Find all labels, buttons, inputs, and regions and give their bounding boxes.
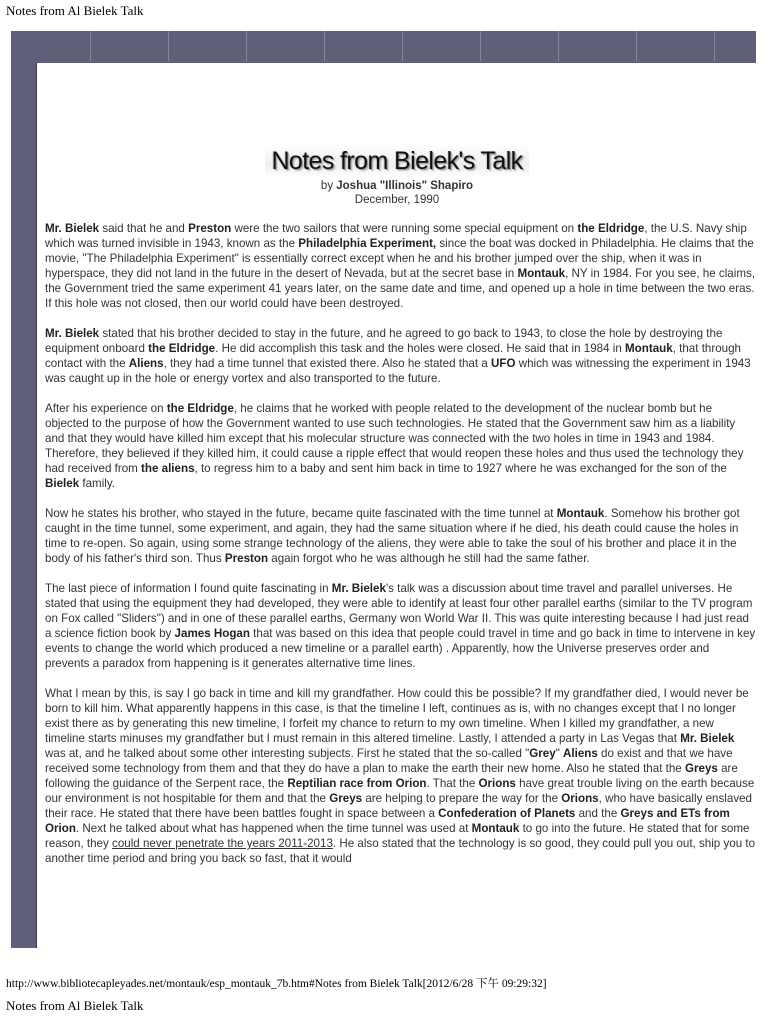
article-paragraph	[45, 686, 756, 866]
paragraph-text: . Somehow his brother got caught in the time tunnel, some experiment, and again, they had the same situation where if he died, his death could cause the holes in time to re-open. So again, using some strange technology of the aliens, they were able to take the soul of his brother and place it in the body of his father's third son. Thus	[45, 507, 740, 565]
print-footer-title: Notes from Al Bielek Talk	[6, 998, 144, 1013]
paragraph-text: are helping to prepare the way for the	[362, 792, 562, 805]
tab-bar-cell	[247, 31, 325, 61]
article-paragraph	[45, 221, 756, 311]
print-footer-url: http://www.bibliotecapleyades.net/montauk/esp_montauk_7b.htm#Notes from Bielek Talk[2012/6/28 下午 09:29:32]	[6, 978, 547, 990]
title-wrap	[37, 145, 756, 179]
paragraph-text: What I mean by this, is say I go back in time and kill my grandfather. How could this be possible? If my grandfather died, I would never be born to kill him. What apparently happens in this case, is that the timeline I left, continues as is, with no changes except that I no longer exist there as by generating this new timeline, I forfeit my chance to return to my own timeline. When I killed my grandfather, a new timeline starts minuses my grandfather but I must remain in this altered timeline. Lastly, I attended a party in Las Vegas that	[45, 687, 749, 745]
byline	[37, 179, 756, 193]
top-tab-bar	[11, 31, 756, 61]
bold-term: Mr. Bielek	[45, 222, 100, 235]
tab-bar-cell	[11, 31, 91, 61]
paragraph-text: since the boat was docked in Philadelphia. He claims that the movie, "The Philadelphia Experiment" is essentially correct except when he and his brother jumped over the ship, when it was in hyperspace, they did not land in the future in the desert of Nevada, but at the secret base in	[45, 237, 754, 280]
bold-term: the aliens	[141, 462, 195, 475]
tab-bar-cell	[325, 31, 403, 61]
article-body	[45, 221, 756, 866]
bold-term: Montauk	[471, 822, 520, 835]
paragraph-text: and the	[575, 807, 621, 820]
article-date: December, 1990	[354, 194, 440, 206]
bold-term: UFO	[491, 357, 516, 370]
article-paragraph	[45, 581, 756, 671]
bold-term: Preston	[224, 552, 269, 565]
article-paragraph	[45, 401, 756, 491]
tab-bar-cell	[637, 31, 715, 61]
paragraph-text: After his experience on	[45, 402, 167, 415]
bold-term: Mr. Bielek	[45, 327, 100, 340]
paragraph-text: , who have basically enslaved their race. He stated that there have been battles fought in space between a	[45, 792, 753, 820]
paragraph-text: , the U.S. Navy ship which was turned invisible in 1943, known as the	[45, 222, 747, 250]
paragraph-text: have great trouble living on the earth because our environment is not hospitable for them and that the	[45, 777, 755, 805]
paragraph-text: said that he and	[99, 222, 189, 235]
paragraph-text: "	[555, 747, 564, 760]
bold-term: Orions	[478, 777, 516, 790]
paragraph-text: 's talk was a discussion about time travel and parallel universes. He stated that using the equipment they had developed, they were able to identify at least four other parallel earths (similar to the TV program on Fox called "Sliders") and in one of these parallel earths, Germany won World War II. This was quite interesting because I had just read a science fiction book by	[45, 582, 753, 640]
bold-term: Greys	[329, 792, 363, 805]
bold-term: Confederation of Planets	[438, 807, 576, 820]
paragraph-text: to go into the future. He stated that for some reason, they	[45, 822, 750, 850]
article-paragraph	[45, 506, 756, 566]
bold-term: the Eldridge	[166, 402, 234, 415]
paragraph-text: were the two sailors that were running some special equipment on	[231, 222, 578, 235]
article-title: Notes from Bielek's Talk	[265, 145, 528, 178]
paragraph-text: , to regress him to a baby and sent him back in time to 1927 where he was exchanged for the son of the	[194, 462, 727, 475]
paragraph-text: family.	[79, 477, 116, 490]
bold-term: Reptilian race from Orion	[287, 777, 427, 790]
tab-bar-cell	[169, 31, 247, 61]
byline-prefix: by	[320, 180, 337, 192]
bold-term: Aliens	[563, 747, 598, 760]
paragraph-text: . He also stated that the technology is so good, they could pull you out, ship you to another time period and bring you back so fast, that it would	[45, 837, 756, 865]
bold-term: Grey	[529, 747, 556, 760]
paragraph-text: do exist and that we have received some technology from them and that they do have a plan to make the earth their new home. Also he stated that the	[45, 747, 733, 775]
tab-bar-cell	[403, 31, 481, 61]
paragraph-text: . He did accomplish this task and the holes were closed. He said that in 1984 in	[215, 342, 626, 355]
bold-term: Orions	[561, 792, 599, 805]
article-paragraph	[45, 326, 756, 386]
bold-term: Greys and ETs from Orion	[45, 807, 730, 835]
author-name: Joshua "Illinois" Shapiro	[336, 180, 474, 192]
bold-term: Montauk	[517, 267, 566, 280]
paragraph-text: that was based on this idea that people could travel in time and go back in time to intervene in key events to change the world which produced a new timeline or a parallel earth) . Apparently, how the Universe preserves order and prevents a paradox from happening is it generates alternative time lines.	[45, 627, 756, 670]
paragraph-text: was at, and he talked about some other interesting subjects. First he stated that the so-called "	[45, 747, 530, 760]
paragraph-text: Now he states his brother, who stayed in the future, became quite fascinated with the time tunnel at	[45, 507, 557, 520]
bold-term: Montauk	[625, 342, 673, 355]
paragraph-text: which was witnessing the experiment in 1943 was caught up in the hole or energy vortex and also transported to the future.	[45, 357, 751, 385]
bold-term: Mr. Bielek	[331, 582, 386, 595]
tab-bar-cell	[481, 31, 559, 61]
bold-term: Montauk	[556, 507, 605, 520]
paragraph-text: stated that his brother decided to stay in the future, and he agreed to go back to 1943, to close the hole by destroying the equipment onboard	[45, 327, 723, 355]
bold-term: Greys	[684, 762, 718, 775]
bold-term: Preston	[188, 222, 232, 235]
paragraph-text: , that through contact with the	[45, 342, 742, 370]
bold-term: the Eldridge	[148, 342, 216, 355]
bold-term: the Eldridge	[577, 222, 645, 235]
paragraph-text: , they had a time tunnel that existed there. Also he stated that a	[163, 357, 491, 370]
print-header-title: Notes from Al Bielek Talk	[6, 3, 144, 18]
paragraph-text: . Next he talked about what has happened when the time tunnel was used at	[75, 822, 472, 835]
paragraph-text: , NY in 1984. For you see, he claims, the Government tried the same experiment 41 years later, on the same date and time, and opened up a hole in time between the two eras. If this hole was not closed, then our world could have been destroyed.	[45, 267, 755, 310]
paragraph-text: , he claims that he worked with people related to the development of the nuclear bomb but he objected to the purpose of how the Government wanted to use such technologies. He stated that the Government saw him as a liability and that they would have killed him except that his molecular structure was connected with the two holes in time in 1943 and 1984. Therefore, they believed if they killed him, it could cause a ripple effect that would reopen these holes and thus used the technology they had received from	[45, 402, 744, 475]
bold-term: Philadelphia Experiment,	[298, 237, 437, 250]
paragraph-text: . That the	[426, 777, 479, 790]
tab-bar-cell	[91, 31, 169, 61]
page-frame	[11, 31, 756, 948]
bold-term: James Hogan	[174, 627, 250, 640]
content-panel	[36, 63, 756, 948]
underlined-text: could never penetrate the years 2011-2013	[112, 837, 333, 850]
paragraph-text: are following the guidance of the Serpent race, the	[45, 762, 738, 790]
tab-bar-cell	[559, 31, 637, 61]
bold-term: Mr. Bielek	[680, 732, 735, 745]
bold-term: Bielek	[45, 477, 80, 490]
paragraph-text: The last piece of information I found quite fascinating in	[45, 582, 332, 595]
bold-term: Aliens	[128, 357, 164, 370]
paragraph-text: again forgot who he was although he still had the same father.	[268, 552, 590, 565]
